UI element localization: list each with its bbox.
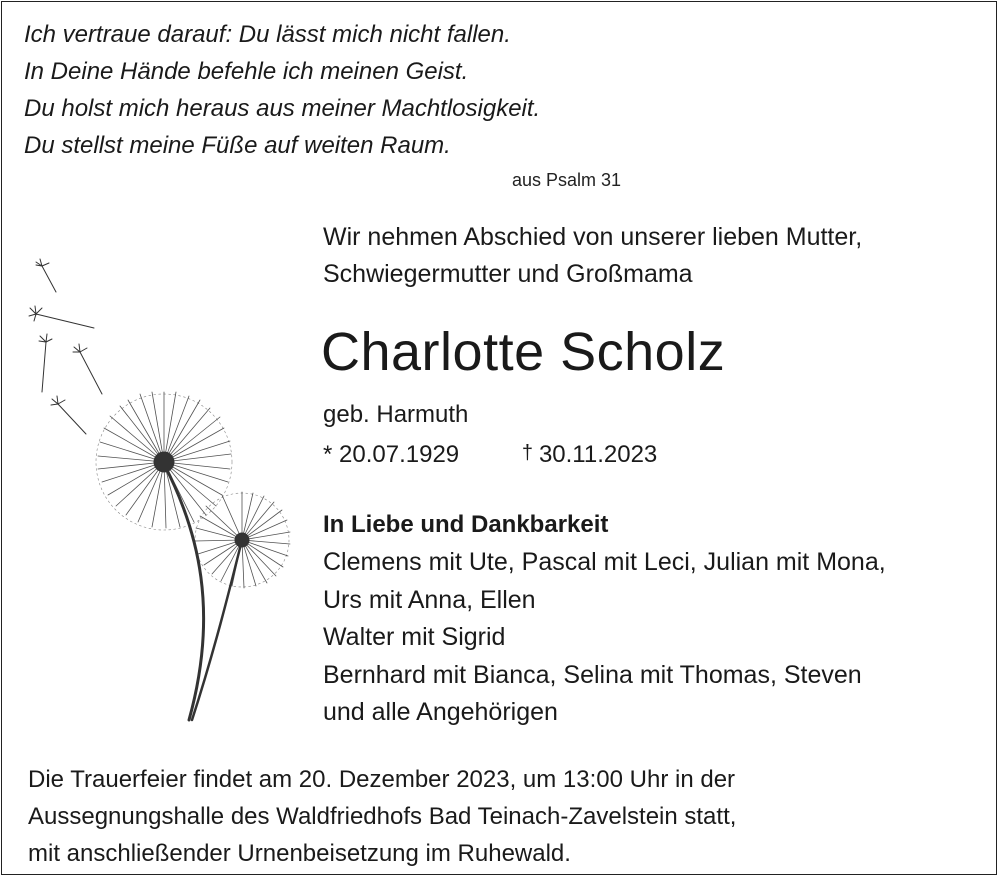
life-dates [323,435,657,473]
service-line: mit anschließender Urnenbeisetzung im Ruhewald. [28,840,571,867]
mourners-title: In Liebe und Dankbarkeit [323,511,609,538]
psalm-verse [24,16,540,164]
funeral-service-info [28,761,736,872]
verse-line: Du stellst meine Füße auf weiten Raum. [24,132,451,159]
mourner-line: Walter mit Sigrid [323,623,506,651]
mourner-line: und alle Angehörigen [323,698,558,726]
maiden-name: geb. Harmuth [323,401,469,428]
service-line: Aussegnungshalle des Waldfriedhofs Bad Teinach-Zavelstein statt, [28,803,737,830]
birth-symbol: * [323,441,333,468]
verse-line: In Deine Hände befehle ich meinen Geist. [24,58,469,85]
birth-date: 20.07.1929 [339,441,460,468]
mourner-line: Clemens mit Ute, Pascal mit Leci, Julian mit Mona, [323,548,886,576]
mourners-list [323,544,886,732]
cross-icon: † [521,442,533,464]
death-date: 30.11.2023 [538,441,658,468]
intro-line: Wir nehmen Abschied von unserer lieben Mutter, [323,223,863,251]
intro-line: Schwiegermutter und Großmama [323,260,693,288]
verse-line: Ich vertraue darauf: Du lässt mich nicht fallen. [24,21,511,48]
deceased-name: Charlotte Scholz [321,322,726,382]
verse-line: Du holst mich heraus aus meiner Machtlosigkeit. [24,95,541,122]
farewell-intro [323,219,862,293]
obituary-card [1,1,997,875]
death-group [522,441,657,468]
dandelion-illustration-icon [24,252,314,732]
service-line: Die Trauerfeier findet am 20. Dezember 2023, um 13:00 Uhr in der [28,766,736,793]
verse-source: aus Psalm 31 [512,170,622,190]
mourner-line: Bernhard mit Bianca, Selina mit Thomas, Steven [323,660,862,689]
mourner-line: Urs mit Anna, Ellen [323,585,536,614]
